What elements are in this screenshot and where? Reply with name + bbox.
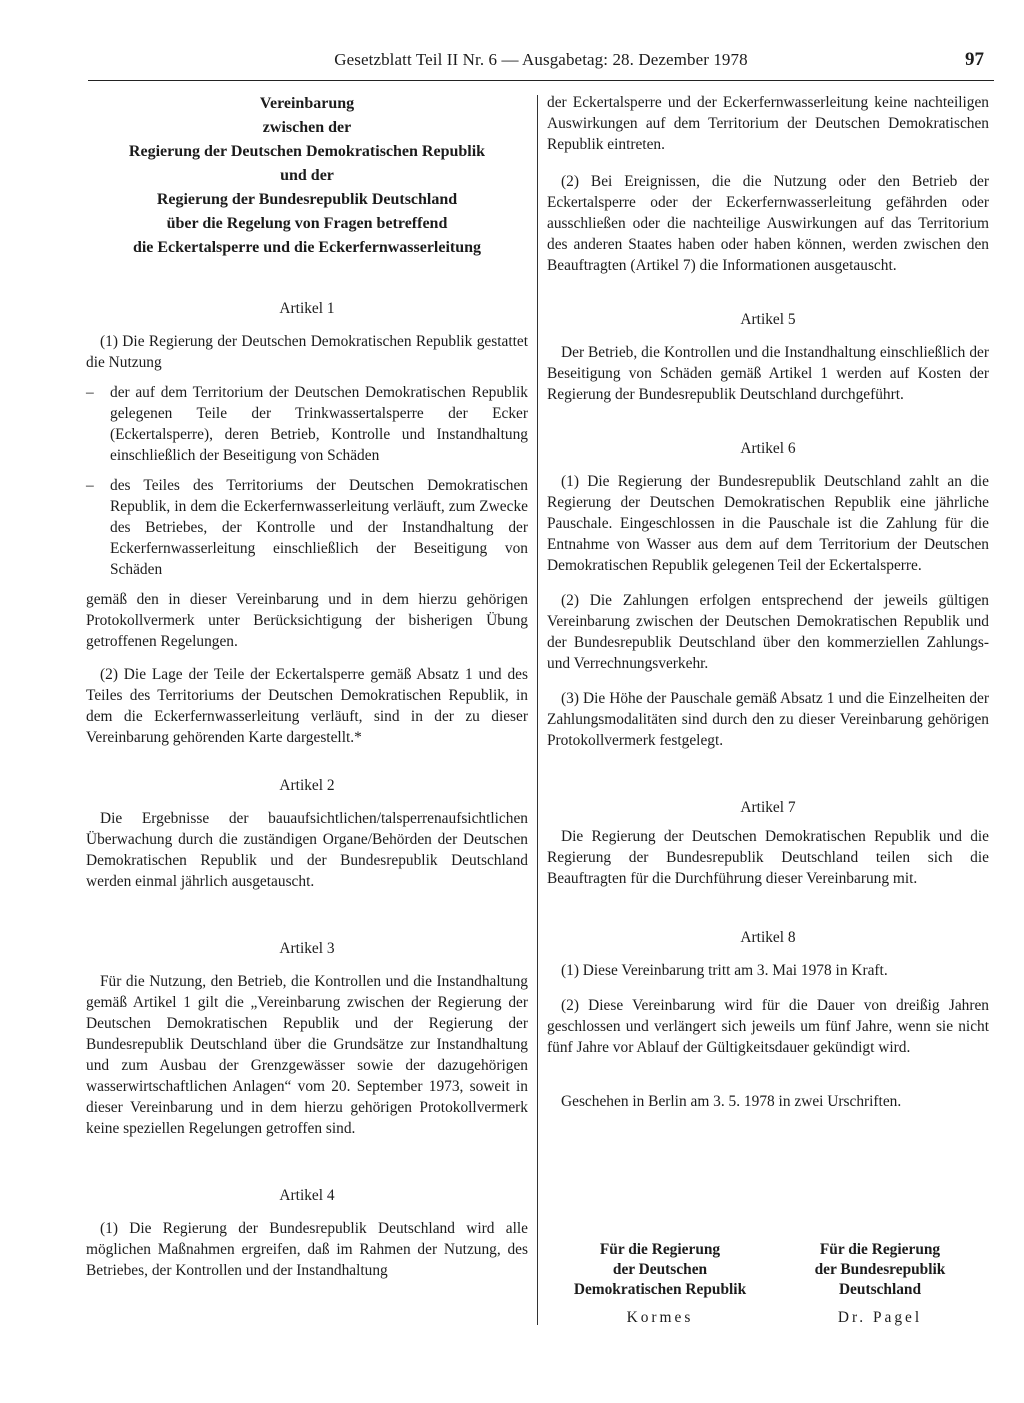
article-2-heading: Artikel 2 — [279, 777, 335, 794]
signatory-name: Dr. Pagel — [837, 1309, 923, 1326]
article-5-paragraph: Der Betrieb, die Kontrollen und die Instandhaltung einschließlich der Beseitigung von Schäden gemäß Artikel 1 werden auf Kosten der Regierung der Bundesrepublik Deutschland durchgeführt. — [547, 344, 989, 403]
page-header — [88, 46, 994, 81]
article-1-paragraph-1: (1) Die Regierung der Deutschen Demokratischen Republik gestattet die Nutzung — [86, 333, 528, 371]
gazette-title: Gesetzblatt Teil II Nr. 6 — Ausgabetag: 28. Dezember 1978 — [334, 50, 748, 69]
list-item — [86, 382, 528, 466]
article-4-paragraph-2: (2) Bei Ereignissen, die die Nutzung oder den Betrieb der Eckertalsperre oder der Eckerfernwasserleitung gefährden oder ausschließen oder die nachteilige Auswirkungen auf das Territorium des anderen Staates haben oder haben können, werden zwischen den Beauftragten (Artikel 7) die Informationen ausgetauscht. — [547, 173, 989, 274]
article-7-paragraph: Die Regierung der Deutschen Demokratischen Republik und die Regierung der Bundesrepublik Deutschland teilen sich die Beauftragten für die Durchführung dieser Vereinbarung mit. — [547, 828, 989, 887]
right-column — [547, 92, 989, 1112]
article-6-paragraph-1: (1) Die Regierung der Bundesrepublik Deutschland zahlt an die Regierung der Deutschen Demokratischen Republik eine jährliche Pauschale. Eingeschlossen in die Pauschale ist die Zahlung für die Entnahme von Wasser aus dem auf dem Territorium der Deutschen Demokratischen Republik gelegenen Teil der Eckertalsperre. — [547, 473, 989, 574]
list-item-text: des Teiles des Territoriums der Deutschen Demokratischen Republik, in dem die Eckerfernwasserleitung verläuft, zum Zwecke des Betriebes, der Kontrolle und der Instandhaltung der Eckerfernwasserleitung einschließlich der Beseitigung von Schäden — [110, 477, 528, 578]
article-2-paragraph: Die Ergebnisse der bauaufsichtlichen/talsperrenaufsichtlichen Überwachung durch die zuständigen Organe/Behörden der Deutschen Demokratischen Republik und der Bundesrepublik Deutschland werden einmal jährlich ausgetauscht. — [86, 810, 528, 890]
dash-marker: – — [86, 384, 94, 401]
title-line: über die Regelung von Fragen betreffend — [166, 215, 448, 232]
signatory-line: der Deutschen — [612, 1261, 708, 1278]
page-number: 97 — [965, 49, 984, 70]
article-8-paragraph-1: (1) Diese Vereinbarung tritt am 3. Mai 1978 in Kraft. — [561, 962, 888, 979]
article-4-paragraph-1-cont: der Eckertalsperre und der Eckerfernwasserleitung keine nachteiligen Auswirkungen auf dem Territorium der Deutschen Demokratischen Republik eintreten. — [547, 94, 989, 153]
article-1-heading: Artikel 1 — [279, 300, 335, 317]
column-divider — [537, 95, 538, 1325]
dash-marker: – — [86, 477, 94, 494]
signatory-line: Für die Regierung — [599, 1241, 721, 1258]
document-title — [86, 92, 528, 260]
article-5-heading: Artikel 5 — [740, 311, 796, 328]
signatory-name: Kormes — [626, 1309, 694, 1326]
signatory-line: Für die Regierung — [819, 1241, 941, 1258]
article-6-heading: Artikel 6 — [740, 440, 796, 457]
article-6-paragraph-2: (2) Die Zahlungen erfolgen entsprechend der jeweils gültigen Vereinbarung zwischen der Deutschen Demokratischen Republik und der Bundesrepublik Deutschland über den kommerziellen Zahlungs- und Verrechnungsverkehr. — [547, 592, 989, 672]
article-7-heading: Artikel 7 — [740, 799, 796, 816]
title-line: Regierung der Bundesrepublik Deutschland — [156, 191, 458, 208]
signature-block-frg — [780, 1240, 980, 1328]
closing-statement: Geschehen in Berlin am 3. 5. 1978 in zwei Urschriften. — [561, 1093, 902, 1110]
signatory-line: Deutschland — [838, 1281, 922, 1298]
article-8-paragraph-2: (2) Diese Vereinbarung wird für die Dauer von dreißig Jahren geschlossen und verlängert sich jeweils um fünf Jahre, wenn sie nicht fünf Jahre vor Ablauf der Gültigkeitsdauer gekündigt wird. — [547, 997, 989, 1056]
title-line: zwischen der — [262, 119, 352, 136]
article-3-paragraph: Für die Nutzung, den Betrieb, die Kontrollen und die Instandhaltung gemäß Artikel 1 gilt die „Vereinbarung zwischen der Regierung der Deutschen Demokratischen Republik und der Regierung der Bundesrepublik Deutschland über die Grundsätze zur Instandhaltung und zum Ausbau der Grenzgewässer sowie der dazugehörigen wasserwirtschaftlichen Anlagen“ vom 20. September 1973, soweit in dieser Vereinbarung und in dem hierzu gehörigen Protokollvermerk keine speziellen Regelungen getroffen sind. — [86, 973, 528, 1137]
title-line: die Eckertalsperre und die Eckerfernwasserleitung — [132, 239, 482, 256]
article-6-paragraph-3: (3) Die Höhe der Pauschale gemäß Absatz 1 und die Einzelheiten der Zahlungsmodalitäten sind durch den zu dieser Vereinbarung gehörigen Protokollvermerk festgelegt. — [547, 690, 989, 749]
article-4-paragraph-1: (1) Die Regierung der Bundesrepublik Deutschland wird alle möglichen Maßnahmen ergreifen, daß im Rahmen der Nutzung, des Betriebes, der Kontrollen und der Instandhaltung — [86, 1220, 528, 1279]
article-8-heading: Artikel 8 — [740, 929, 796, 946]
left-column — [86, 92, 528, 1281]
signature-block-gdr — [555, 1240, 765, 1328]
article-4-heading: Artikel 4 — [279, 1187, 335, 1204]
title-line: Regierung der Deutschen Demokratischen Republik — [128, 143, 486, 160]
title-line: Vereinbarung — [259, 95, 355, 112]
article-1-paragraph-1-cont: gemäß den in dieser Vereinbarung und in dem hierzu gehörigen Protokollvermerk unter Berücksichtigung der bisherigen Übung getroffenen Regelungen. — [86, 591, 528, 650]
article-1-paragraph-2: (2) Die Lage der Teile der Eckertalsperre gemäß Absatz 1 und des Teiles des Territoriums der Deutschen Demokratischen Republik, in dem die Eckerfernwasserleitung verläuft, sind in der zu dieser Vereinbarung gehörenden Karte dargestellt.* — [86, 666, 528, 746]
article-3-heading: Artikel 3 — [279, 940, 335, 957]
signatory-line: Demokratischen Republik — [573, 1281, 747, 1298]
title-line: und der — [280, 167, 334, 184]
signatory-line: der Bundesrepublik — [814, 1261, 946, 1278]
list-item — [86, 475, 528, 580]
list-item-text: der auf dem Territorium der Deutschen Demokratischen Republik gelegenen Teile der Trinkwassertalsperre der Ecker (Eckertalsperre), deren Betrieb, Kontrolle und Instandhaltung einschließlich der Beseitigung von Schäden — [110, 384, 528, 464]
